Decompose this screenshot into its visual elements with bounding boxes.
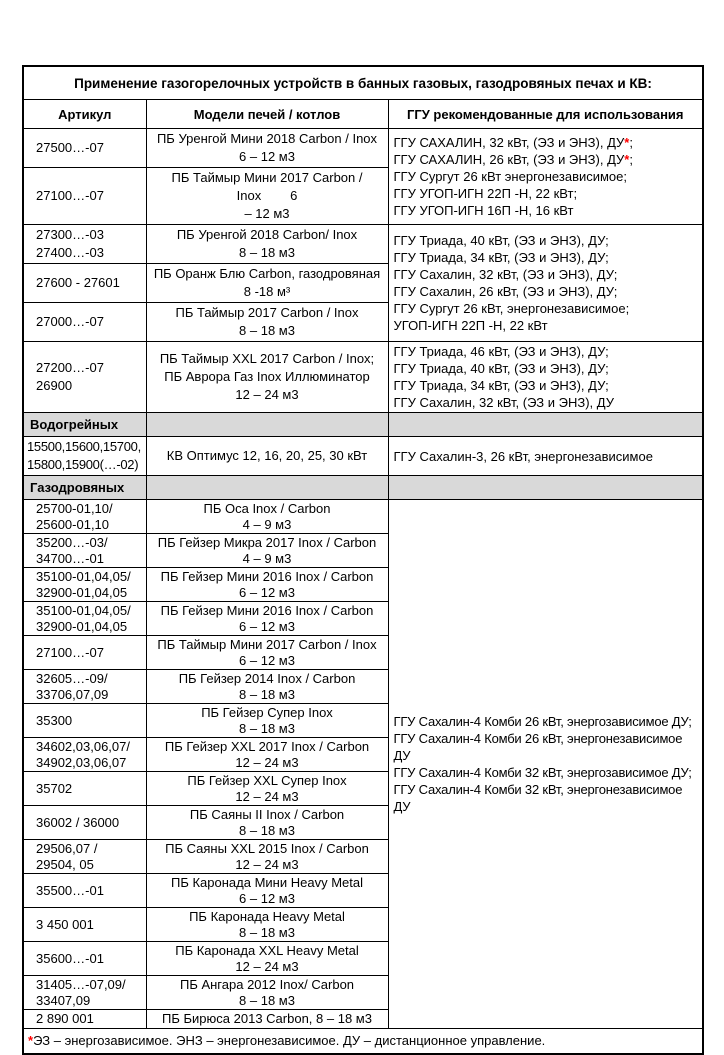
- article-cell: [23, 636, 146, 670]
- ggu-application-table: [22, 65, 704, 1055]
- article-cell: [23, 670, 146, 704]
- article-cell: [23, 602, 146, 636]
- text-line: 12 – 24 м3: [235, 387, 299, 402]
- text-line: 2 890 001: [36, 1011, 94, 1026]
- ggu-line: ГГУ Сахалин-4 Комби 32 кВт, энергозависимое ДУ;: [393, 764, 692, 780]
- ggu-line: ГГУ УГОП-ИГН 22П -Н, 22 кВт;: [393, 186, 578, 201]
- table-row: [23, 500, 703, 534]
- text-line: 27600 - 27601: [36, 275, 120, 290]
- article-cell: [23, 738, 146, 772]
- model-cell: [146, 342, 388, 413]
- table-row: [23, 342, 703, 413]
- model-cell: [146, 225, 388, 264]
- text-line: ПБ Гейзер XXL Супер Inox: [187, 773, 347, 788]
- text-line: ПБ Ангара 2012 Inox/ Carbon: [179, 977, 355, 992]
- footnote: [23, 1028, 703, 1054]
- model-cell: [146, 840, 388, 874]
- table-title: Применение газогорелочных устройств в банных газовых, газодровяных печах и КВ:: [23, 66, 703, 100]
- article-cell: [23, 437, 146, 476]
- text-line: 32900-01,04,05: [36, 584, 128, 600]
- ggu-cell: [388, 500, 703, 1029]
- text-line: 12 – 24 м3: [235, 958, 299, 974]
- section-header-vodogreynykh: Водогрейных: [23, 413, 146, 437]
- text-line: 6 – 12 м3: [239, 149, 295, 164]
- text-line: 35702: [36, 780, 73, 796]
- article-cell: [23, 129, 146, 168]
- empty-cell: [146, 476, 388, 500]
- ggu-line: ГГУ Сургут 26 кВт энергонезависимое;: [393, 169, 628, 184]
- text-line: ПБ Гейзер XXL 2017 Inox / Carbon: [164, 739, 370, 754]
- section-row-woodgas: [23, 476, 703, 500]
- text-line: 36002 / 36000: [36, 814, 120, 830]
- empty-cell: [146, 413, 388, 437]
- text-line: 8 – 18 м3: [239, 323, 295, 338]
- text-line: – 12 м3: [244, 206, 290, 221]
- text-line: ПБ Бирюса 2013 Carbon, 8 – 18 м3: [162, 1011, 372, 1026]
- text-line: ПБ Уренгой Мини 2018 Carbon / Inox: [156, 131, 378, 146]
- text-line: 6 – 12 м3: [239, 890, 295, 906]
- text-line: 12 – 24 м3: [235, 754, 299, 770]
- text-line: 8 – 18 м3: [239, 924, 295, 940]
- ggu-cell: [388, 342, 703, 413]
- model-cell: [146, 942, 388, 976]
- text-line: 8 -18 м³: [243, 284, 291, 299]
- title-row: [23, 66, 703, 100]
- article-cell: [23, 264, 146, 303]
- model-cell: [146, 129, 388, 168]
- text-line: 8 – 18 м3: [239, 822, 295, 838]
- ggu-cell: [388, 129, 703, 225]
- table-row: [23, 225, 703, 264]
- text-line: 33407,09: [36, 992, 91, 1008]
- ggu-line: ГГУ САХАЛИН, 26 кВт, (ЭЗ и ЭНЗ), ДУ*;: [393, 152, 633, 167]
- model-cell: [146, 168, 388, 225]
- article-cell: [23, 704, 146, 738]
- model-cell: [146, 534, 388, 568]
- col-header-ggu: ГГУ рекомендованные для использования: [388, 100, 703, 129]
- text-line: 4 – 9 м3: [242, 550, 292, 566]
- article-cell: [23, 976, 146, 1010]
- text-line: 27100…-07: [36, 644, 104, 660]
- article-cell: [23, 225, 146, 264]
- model-cell: [146, 908, 388, 942]
- text-line: 3 450 001: [36, 916, 94, 932]
- article-cell: [23, 908, 146, 942]
- article-cell: [23, 168, 146, 225]
- ggu-line: ГГУ Триада, 40 кВт, (ЭЗ и ЭНЗ), ДУ;: [393, 233, 609, 248]
- text-line: ПБ Саяны II Inox / Carbon: [189, 807, 345, 822]
- text-line: ПБ Гейзер Супер Inox: [201, 705, 333, 720]
- ggu-line: ГГУ Сахалин, 32 кВт, (ЭЗ и ЭНЗ), ДУ: [393, 395, 614, 410]
- text-line: ПБ Каронада XXL Heavy Metal: [175, 943, 359, 958]
- text-line: 8 – 18 м3: [239, 992, 295, 1008]
- text-line: ПБ Аврора Газ Inox Иллюминатор: [164, 369, 370, 384]
- model-cell: [146, 437, 388, 476]
- model-cell: [146, 602, 388, 636]
- model-cell: [146, 568, 388, 602]
- text-line: 27400…-03: [36, 245, 104, 260]
- ggu-line: УГОП-ИГН 22П -Н, 22 кВт: [393, 318, 548, 333]
- text-line: 8 – 18 м3: [239, 245, 295, 260]
- text-line: ПБ Каронада Heavy Metal: [189, 909, 345, 924]
- article-cell: [23, 568, 146, 602]
- section-row-water: [23, 413, 703, 437]
- model-cell: [146, 303, 388, 342]
- text-line: ПБ Таймыр 2017 Carbon / Inox: [175, 305, 359, 320]
- text-line: 33706,07,09: [36, 686, 109, 702]
- article-cell: [23, 303, 146, 342]
- table-row: [23, 129, 703, 168]
- text-line: 6 – 12 м3: [239, 584, 295, 600]
- empty-cell: [388, 413, 703, 437]
- text-line: КВ Оптимус 12, 16, 20, 25, 30 кВт: [166, 448, 368, 463]
- model-cell: [146, 738, 388, 772]
- ggu-line: ГГУ Сахалин-4 Комби 26 кВт, энергонезависимое ДУ: [393, 730, 683, 763]
- text-line: ПБ Гейзер Мини 2016 Inox / Carbon: [160, 569, 374, 584]
- text-line: 27300…-03: [36, 227, 104, 242]
- text-line: 27100…-07: [36, 188, 104, 203]
- article-cell: [23, 1010, 146, 1029]
- model-cell: [146, 976, 388, 1010]
- header-row: [23, 100, 703, 129]
- ggu-line: ГГУ Триада, 34 кВт, (ЭЗ и ЭНЗ), ДУ;: [393, 378, 609, 393]
- model-cell: [146, 670, 388, 704]
- text-line: ПБ Таймыр Мини 2017 Carbon / Inox: [157, 637, 377, 652]
- article-cell: [23, 840, 146, 874]
- text-line: 31405…-07,09/: [36, 977, 126, 992]
- text-line: 26900: [36, 378, 73, 393]
- text-line: 4 – 9 м3: [242, 516, 292, 532]
- text-line: 12 – 24 м3: [235, 856, 299, 872]
- red-asterisk: *: [624, 135, 630, 150]
- text-line: 34902,03,06,07: [36, 754, 127, 770]
- text-line: 15800,15900(…-02): [27, 457, 139, 472]
- model-cell: [146, 1010, 388, 1029]
- text-line: ПБ Каронада Мини Heavy Metal: [171, 875, 363, 890]
- table-row: [23, 437, 703, 476]
- text-line: 12 – 24 м3: [235, 788, 299, 804]
- col-header-models: Модели печей / котлов: [146, 100, 388, 129]
- ggu-line: ГГУ Сахалин, 32 кВт, (ЭЗ и ЭНЗ), ДУ;: [393, 267, 618, 282]
- text-line: 35100-01,04,05/: [36, 569, 131, 584]
- red-asterisk: *: [28, 1032, 34, 1048]
- text-line: 6 – 12 м3: [239, 652, 295, 668]
- ggu-line: ГГУ САХАЛИН, 32 кВт, (ЭЗ и ЭНЗ), ДУ*;: [393, 135, 633, 150]
- ggu-line: ГГУ Сахалин, 26 кВт, (ЭЗ и ЭНЗ), ДУ;: [393, 284, 618, 299]
- model-cell: [146, 704, 388, 738]
- text-line: 6 – 12 м3: [239, 618, 295, 634]
- col-header-article: Артикул: [23, 100, 146, 129]
- article-cell: [23, 874, 146, 908]
- footnote-text: ЭЗ – энергозависимое. ЭНЗ – энергонезависимое. ДУ – дистанционное управление.: [33, 1032, 546, 1048]
- red-asterisk: *: [624, 152, 630, 167]
- ggu-line: ГГУ УГОП-ИГН 16П -Н, 16 кВт: [393, 203, 574, 218]
- article-cell: [23, 806, 146, 840]
- text-line: 25700-01,10/: [36, 501, 113, 516]
- text-line: 27000…-07: [36, 314, 104, 329]
- ggu-line: ГГУ Сахалин-4 Комби 32 кВт, энергонезависимое ДУ: [393, 781, 683, 814]
- model-cell: [146, 874, 388, 908]
- text-line: 29504, 05: [36, 856, 94, 872]
- text-line: ПБ Гейзер 2014 Inox / Carbon: [178, 671, 356, 686]
- section-header-gazodrovyanykh: Газодровяных: [23, 476, 146, 500]
- text-line: 35100-01,04,05/: [36, 603, 131, 618]
- text-line: 27200…-07: [36, 360, 104, 375]
- article-cell: [23, 772, 146, 806]
- ggu-line: ГГУ Сахалин-3, 26 кВт, энергонезависимое: [393, 448, 653, 464]
- ggu-line: ГГУ Триада, 40 кВт, (ЭЗ и ЭНЗ), ДУ;: [393, 361, 609, 376]
- ggu-line: ГГУ Триада, 34 кВт, (ЭЗ и ЭНЗ), ДУ;: [393, 250, 609, 265]
- text-line: 25600-01,10: [36, 516, 110, 532]
- text-line: 15500,15600,15700,: [27, 439, 141, 454]
- text-line: 35200…-03/: [36, 535, 108, 550]
- article-cell: [23, 342, 146, 413]
- article-cell: [23, 942, 146, 976]
- footnote-row: [23, 1028, 703, 1054]
- text-line: 35500…-01: [36, 882, 104, 898]
- text-line: ПБ Гейзер Мини 2016 Inox / Carbon: [160, 603, 374, 618]
- text-line: 32900-01,04,05: [36, 618, 128, 634]
- text-line: 34700…-01: [36, 550, 104, 566]
- text-line: 35600…-01: [36, 950, 104, 966]
- ggu-line: ГГУ Триада, 46 кВт, (ЭЗ и ЭНЗ), ДУ;: [393, 344, 609, 359]
- text-line: 32605…-09/: [36, 671, 108, 686]
- text-line: 34602,03,06,07/: [36, 739, 130, 754]
- text-line: ПБ Саяны XXL 2015 Inox / Carbon: [165, 841, 369, 856]
- ggu-cell: [388, 437, 703, 476]
- ggu-line: ГГУ Сахалин-4 Комби 26 кВт, энергозависимое ДУ;: [393, 713, 692, 729]
- empty-cell: [388, 476, 703, 500]
- text-line: 27500…-07: [36, 140, 104, 155]
- model-cell: [146, 806, 388, 840]
- text-line: ПБ Оранж Блю Carbon, газодровяная: [153, 266, 381, 281]
- text-line: ПБ Уренгой 2018 Carbon/ Inox: [176, 227, 358, 242]
- model-cell: [146, 636, 388, 670]
- text-line: 29506,07 /: [36, 841, 98, 856]
- text-line: ПБ Таймыр XXL 2017 Carbon / Inox;: [159, 351, 375, 366]
- article-cell: [23, 500, 146, 534]
- ggu-line: ГГУ Сургут 26 кВт, энергонезависимое;: [393, 301, 630, 316]
- text-line: ПБ Оса Inox / Carbon: [203, 501, 331, 516]
- article-cell: [23, 534, 146, 568]
- text-line: ПБ Гейзер Микра 2017 Inox / Carbon: [157, 535, 377, 550]
- text-line: 35300: [36, 712, 73, 728]
- text-line: ПБ Таймыр Мини 2017 Carbon / Inox 6: [171, 170, 363, 203]
- text-line: 8 – 18 м3: [239, 686, 295, 702]
- text-line: 8 – 18 м3: [239, 720, 295, 736]
- model-cell: [146, 500, 388, 534]
- model-cell: [146, 772, 388, 806]
- model-cell: [146, 264, 388, 303]
- ggu-cell: [388, 225, 703, 342]
